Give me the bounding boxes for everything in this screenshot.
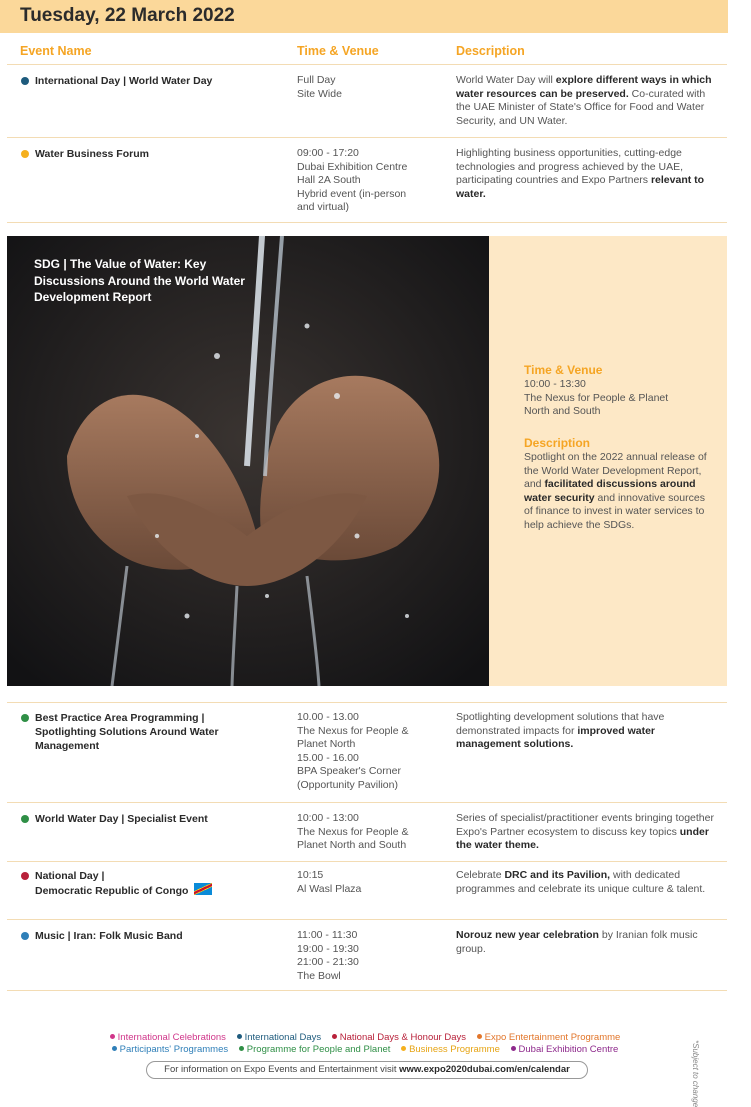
- column-header-time: Time & Venue: [297, 44, 379, 58]
- divider: [7, 802, 727, 803]
- category-dot-business: [21, 150, 29, 158]
- event-name: Best Practice Area Programming | Spotlighting Solutions Around Water Management: [35, 712, 219, 752]
- legend-item: International Days: [237, 1032, 322, 1043]
- legend-item: Dubai Exhibition Centre: [511, 1044, 619, 1055]
- event-name: [35, 869, 255, 898]
- calendar-link[interactable]: www.expo2020dubai.com/en/calendar: [399, 1064, 570, 1075]
- event-name-line: Democratic Republic of Congo: [35, 883, 255, 898]
- divider: [7, 137, 727, 138]
- legend-dot: [110, 1034, 115, 1039]
- legend-item: National Days & Honour Days: [332, 1032, 466, 1043]
- legend-row-2: [0, 1044, 730, 1055]
- column-header-event: Event Name: [20, 44, 92, 58]
- event-description: Celebrate DRC and its Pavilion, with dedicated programmes and celebrate its unique culture & talent.: [456, 869, 706, 895]
- event-description: Norouz new year celebration by Iranian folk music group.: [456, 929, 698, 955]
- date-title: Tuesday, 22 March 2022: [20, 5, 235, 26]
- feature-time-venue: 10:00 - 13:30 The Nexus for People & Planet North and South: [524, 378, 669, 417]
- legend-dot: [237, 1034, 242, 1039]
- event-name: International Day | World Water Day: [35, 75, 213, 87]
- category-dot-participants: [21, 932, 29, 940]
- divider: [7, 919, 727, 920]
- legend-item: Participants' Programmes: [112, 1044, 228, 1055]
- event-time-venue: 09:00 - 17:20 Dubai Exhibition Centre Hall 2A South Hybrid event (in-person and virtual): [297, 147, 408, 213]
- event-description: Highlighting business opportunities, cutting-edge technologies and progress achieved by the UAE, participating countries and Expo Partners relevant to water.: [456, 147, 705, 200]
- legend-item: Expo Entertainment Programme: [477, 1032, 621, 1043]
- event-description: Series of specialist/practitioner events bringing together Expo's Partner ecosystem to discuss key topics under the water theme.: [456, 812, 714, 851]
- divider: [7, 222, 727, 223]
- event-time-venue: 10.00 - 13.00 The Nexus for People & Planet North 15.00 - 16.00 BPA Speaker's Corner (Opportunity Pavilion): [297, 711, 409, 791]
- feature-description: Spotlight on the 2022 annual release of the World Water Development Report, and facilitated discussions around water security and innovative sources of finance to invest in water services to help achieve the SDGs.: [524, 451, 707, 531]
- legend-item: Programme for People and Planet: [239, 1044, 391, 1055]
- event-description: Spotlighting development solutions that have demonstrated impacts for improved water management solutions.: [456, 711, 665, 750]
- divider: [7, 861, 727, 862]
- legend-item: International Celebrations: [110, 1032, 226, 1043]
- divider: [7, 990, 727, 991]
- subject-to-change-note: *Subject to change: [691, 1040, 700, 1107]
- legend-dot: [511, 1046, 516, 1051]
- category-dot-national-days: [21, 872, 29, 880]
- legend-dot: [112, 1046, 117, 1051]
- event-name-line: National Day |: [35, 870, 105, 882]
- feature-description-heading: Description: [524, 436, 591, 450]
- event-time-venue: 11:00 - 11:30 19:00 - 19:30 21:00 - 21:30 The Bowl: [297, 929, 359, 982]
- event-time-venue: 10:00 - 13:00 The Nexus for People & Planet North and South: [297, 812, 409, 851]
- legend-item: Business Programme: [401, 1044, 500, 1055]
- divider: [7, 702, 727, 703]
- category-dot-people-planet: [21, 815, 29, 823]
- event-name: Music | Iran: Folk Music Band: [35, 930, 183, 942]
- event-name: World Water Day | Specialist Event: [35, 813, 208, 825]
- legend-dot: [332, 1034, 337, 1039]
- divider: [7, 64, 727, 65]
- category-dot-people-planet: [21, 714, 29, 722]
- event-description: World Water Day will explore different ways in which water resources can be preserved. Co-curated with the UAE Minister of State's Office for Food and Water Security, and UN Water.: [456, 74, 712, 127]
- legend-row-1: [0, 1032, 730, 1043]
- feature-time-heading: Time & Venue: [524, 363, 603, 377]
- category-dot-international-days: [21, 77, 29, 85]
- calendar-info-pill: For information on Expo Events and Entertainment visit www.expo2020dubai.com/en/calendar: [146, 1061, 588, 1079]
- event-name: Water Business Forum: [35, 148, 149, 160]
- legend-dot: [239, 1046, 244, 1051]
- legend-dot: [477, 1034, 482, 1039]
- event-time-venue: Full Day Site Wide: [297, 74, 342, 100]
- column-header-description: Description: [456, 44, 525, 58]
- feature-title: SDG | The Value of Water: Key Discussions Around the World Water Development Report: [34, 257, 245, 304]
- legend-dot: [401, 1046, 406, 1051]
- drc-flag-icon: [194, 883, 212, 895]
- event-time-venue: 10:15 Al Wasl Plaza: [297, 869, 362, 895]
